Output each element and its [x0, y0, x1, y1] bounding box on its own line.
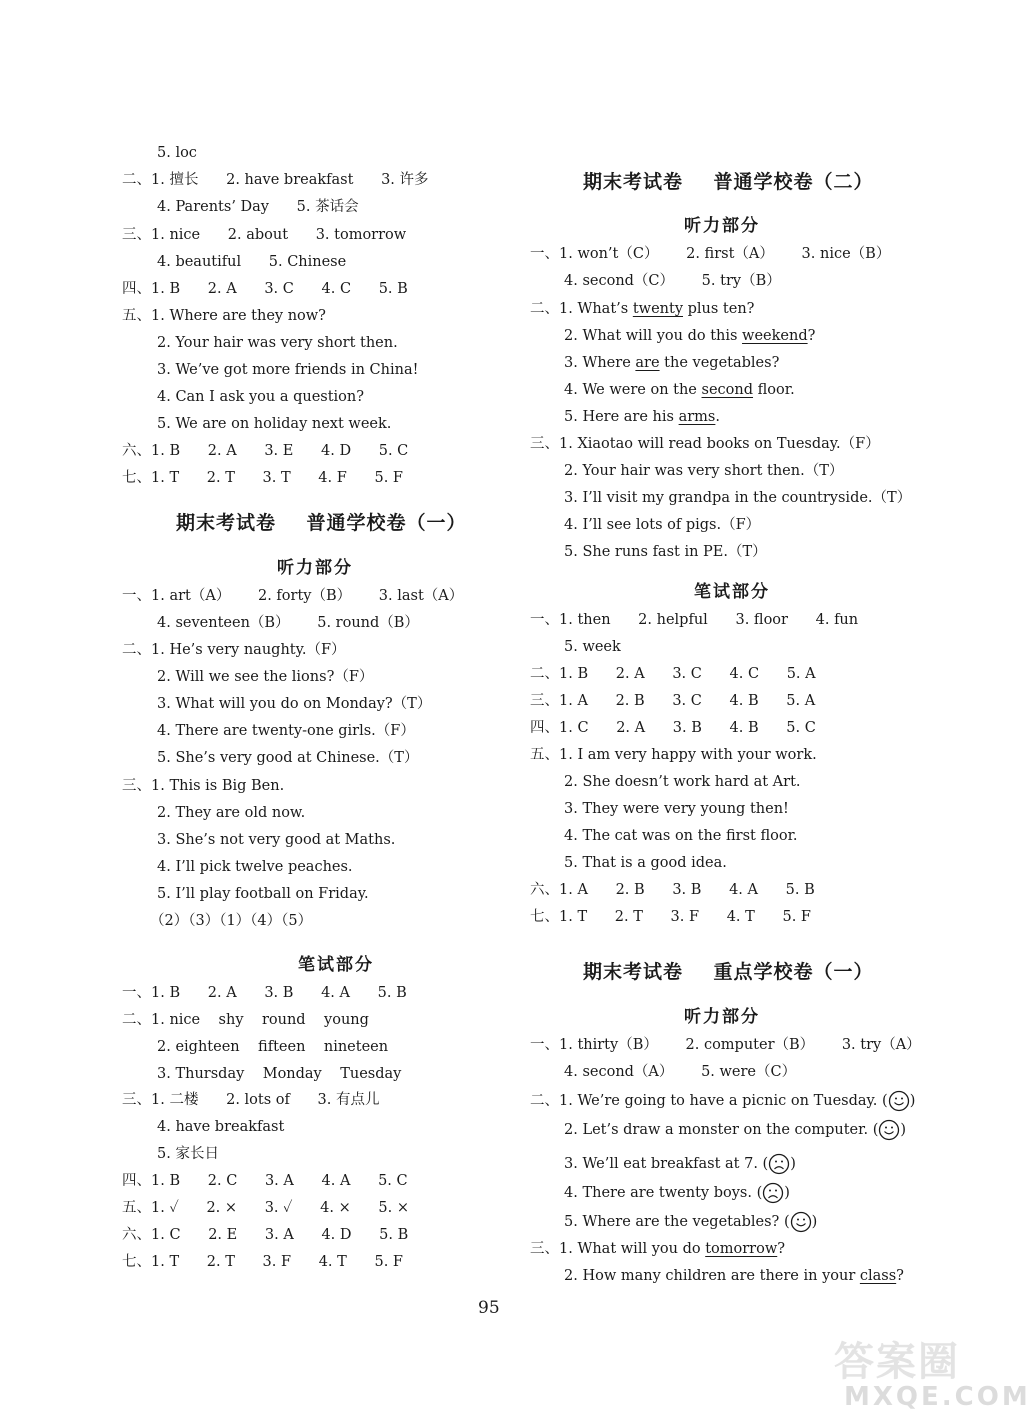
answer-line: 三、1. Xiaotao will read books on Tuesday.（F）: [530, 436, 880, 452]
underlined-word: twenty: [632, 301, 684, 317]
answer-line: 5. 家长日: [157, 1146, 219, 1162]
answer-line: 5. That is a good idea.: [564, 855, 727, 871]
underlined-word: weekend: [742, 328, 808, 344]
answer-line: 四、1. C 2. A 3. B 4. B 5. C: [530, 720, 816, 736]
answer-line: 5. We are on holiday next week.: [157, 416, 392, 432]
answer-line: 五、1. I am very happy with your work.: [530, 747, 817, 763]
answer-line: 三、1. This is Big Ben.: [122, 778, 285, 794]
answer-line: 3. She’s not very good at Maths.: [157, 832, 396, 848]
answer-line: 六、1. A 2. B 3. B 4. A 5. B: [530, 882, 815, 898]
underlined-word: class: [859, 1268, 897, 1284]
underlined-word: second: [701, 382, 754, 398]
answer-line: 六、1. B 2. A 3. E 4. D 5. C: [122, 443, 409, 459]
answer-line: 3. They were very young then!: [564, 801, 789, 817]
answer-line: 二、1. 擅长 2. have breakfast 3. 许多: [122, 172, 429, 188]
answer-line: 5. loc: [157, 145, 197, 161]
answer-line: 5. week: [564, 639, 621, 655]
answer-line: 3. I’ll visit my grandpa in the countryside.（T）: [564, 490, 912, 506]
answer-line: 三、1. What will you do tomorrow?: [530, 1241, 786, 1257]
smile-face-icon: [790, 1211, 812, 1233]
answer-line: 4. seventeen（B） 5. round（B）: [157, 615, 419, 631]
answer-line: 2. She doesn’t work hard at Art.: [564, 774, 801, 790]
writing-heading: 笔试部分: [298, 955, 374, 975]
frown-face-icon: [762, 1182, 784, 1204]
answer-line: 五、1. ✓ 2. × 3. ✓ 4. × 5. ×: [122, 1200, 409, 1216]
answer-line: 5. I’ll play football on Friday.: [157, 886, 369, 902]
answer-line: 七、1. T 2. T 3. F 4. T 5. F: [530, 909, 811, 925]
answer-line: 3. Where are the vegetables?: [564, 355, 780, 371]
answer-line: 2. Your hair was very short then.: [157, 335, 398, 351]
answer-line: 3. What will you do on Monday?（T）: [157, 696, 432, 712]
answer-line: 七、1. T 2. T 3. F 4. T 5. F: [122, 1254, 403, 1270]
answer-line: 5. Here are his arms.: [564, 409, 720, 425]
answer-line: 4. We were on the second floor.: [564, 382, 795, 398]
answer-line: 4. The cat was on the first floor.: [564, 828, 798, 844]
answer-line: 4. second（A） 5. were（C）: [564, 1064, 797, 1080]
answer-line: 一、1. art（A） 2. forty（B） 3. last（A）: [122, 588, 464, 604]
answer-line: 五、1. Where are they now?: [122, 308, 326, 324]
listening-heading: 听力部分: [684, 216, 760, 236]
underlined-word: are: [635, 355, 660, 371]
page-number: 95: [478, 1298, 500, 1318]
answer-line: 六、1. C 2. E 3. A 4. D 5. B: [122, 1227, 409, 1243]
underlined-word: tomorrow: [705, 1241, 778, 1257]
answer-line: 一、1. won’t（C） 2. first（A） 3. nice（B）: [530, 246, 891, 262]
section-title: 期末考试卷 普通学校卷（二）: [583, 171, 874, 193]
watermark-logo: 答案圈 MXQE.COM: [834, 1339, 1031, 1412]
answer-line: 4. second（C） 5. try（B）: [564, 273, 781, 289]
listening-heading: 听力部分: [277, 558, 353, 578]
answer-line: 4. There are twenty boys. ( ): [564, 1182, 790, 1204]
answer-line: 4. There are twenty-one girls.（F）: [157, 723, 415, 739]
answer-line: 4. beautiful 5. Chinese: [157, 254, 347, 270]
answer-line: 二、1. He’s very naughty.（F）: [122, 642, 346, 658]
answer-line: 4. Can I ask you a question?: [157, 389, 365, 405]
answer-line: 四、1. B 2. A 3. C 4. C 5. B: [122, 281, 408, 297]
answer-line: 4. I’ll see lots of pigs.（F）: [564, 517, 761, 533]
answer-line: （2）（3）（1）（4）（5）: [150, 913, 313, 929]
answer-line: 二、1. We’re going to have a picnic on Tuesday. ( ): [530, 1090, 915, 1112]
answer-line: 5. She’s very good at Chinese.（T）: [157, 750, 419, 766]
smile-face-icon: [878, 1119, 900, 1141]
answer-line: 二、1. B 2. A 3. C 4. C 5. A: [530, 666, 816, 682]
underlined-word: arms: [678, 409, 716, 425]
answer-line: 2. Let’s draw a monster on the computer. ( ): [564, 1119, 906, 1141]
answer-line: 2. Will we see the lions?（F）: [157, 669, 374, 685]
answer-line: 3. Thursday Monday Tuesday: [157, 1066, 402, 1082]
answer-line: 5. She runs fast in PE.（T）: [564, 544, 767, 560]
answer-line: 一、1. thirty（B） 2. computer（B） 3. try（A）: [530, 1037, 921, 1053]
answer-line: 一、1. B 2. A 3. B 4. A 5. B: [122, 985, 407, 1001]
smile-face-icon: [888, 1090, 910, 1112]
writing-heading: 笔试部分: [694, 582, 770, 602]
answer-line: 2. Your hair was very short then.（T）: [564, 463, 844, 479]
answer-line: 二、1. What’s twenty plus ten?: [530, 301, 755, 317]
answer-line: 2. How many children are there in your class?: [564, 1268, 904, 1284]
answer-line: 2. They are old now.: [157, 805, 306, 821]
answer-line: 三、1. nice 2. about 3. tomorrow: [122, 227, 407, 243]
answer-line: 2. What will you do this weekend?: [564, 328, 816, 344]
answer-line: 5. Where are the vegetables? ( ): [564, 1211, 817, 1233]
answer-line: 四、1. B 2. C 3. A 4. A 5. C: [122, 1173, 408, 1189]
frown-face-icon: [768, 1153, 790, 1175]
section-title: 期末考试卷 普通学校卷（一）: [176, 512, 467, 534]
answer-line: 二、1. nice shy round young: [122, 1012, 369, 1028]
answer-line: 三、1. A 2. B 3. C 4. B 5. A: [530, 693, 816, 709]
listening-heading: 听力部分: [684, 1007, 760, 1027]
answer-line: 3. We’ll eat breakfast at 7. ( ): [564, 1153, 796, 1175]
answer-line: 三、1. 二楼 2. lots of 3. 有点儿: [122, 1092, 380, 1108]
answer-line: 3. We’ve got more friends in China!: [157, 362, 419, 378]
answer-line: 4. have breakfast: [157, 1119, 285, 1135]
answer-line: 2. eighteen fifteen nineteen: [157, 1039, 389, 1055]
answer-line: 一、1. then 2. helpful 3. floor 4. fun: [530, 612, 859, 628]
answer-line: 4. Parents’ Day 5. 茶话会: [157, 199, 359, 215]
answer-line: 七、1. T 2. T 3. T 4. F 5. F: [122, 470, 403, 486]
section-title: 期末考试卷 重点学校卷（一）: [583, 961, 874, 983]
answer-line: 4. I’ll pick twelve peaches.: [157, 859, 353, 875]
